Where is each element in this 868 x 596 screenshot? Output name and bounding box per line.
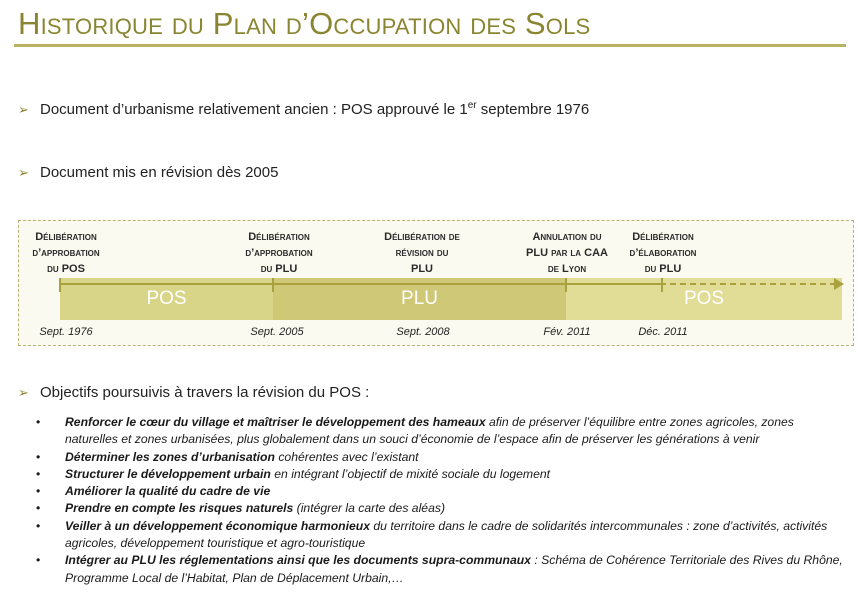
event-label-line: d’élaboration (629, 247, 697, 259)
event-label-line: de Lyon (547, 263, 587, 275)
timeline-segment-pos-2: POS (566, 278, 842, 320)
objective-detail: (intégrer la carte des aléas) (293, 501, 446, 516)
event-label-line: d’approbation (245, 247, 313, 259)
bullet-revision-text: Document mis en révision dès 2005 (40, 164, 279, 181)
bullet-pos-approval (18, 100, 589, 118)
bullet-pos-approval-text: Document d’urbanisme relativement ancien : POS approuvé le 1 (40, 101, 468, 118)
objective-detail: cohérentes avec l’existant (274, 449, 419, 464)
objective-item (36, 518, 846, 553)
dot-bullet-icon: • (36, 415, 41, 429)
bullet-objectives (18, 384, 369, 401)
objective-detail: : Schéma de Cohérence Territoriale des Rives du Rhône, Programme Local de l’Habitat, Plan de Déplacement Urbain,… (65, 553, 843, 585)
objective-item (36, 552, 846, 587)
arrow-bullet-icon: ➢ (18, 102, 29, 117)
title-underline (14, 44, 846, 47)
timeline-event-label (362, 229, 482, 277)
dot-bullet-icon: • (36, 553, 41, 568)
timeline-tick (661, 278, 663, 292)
timeline-date: Fév. 2011 (543, 326, 591, 338)
event-label-line: Annulation du (532, 231, 602, 243)
bullet-revision (18, 164, 278, 181)
event-label-line: Délibération (632, 231, 694, 243)
objective-item (36, 414, 846, 449)
timeline-event-label (219, 229, 339, 277)
objective-item (36, 500, 846, 517)
event-label-line: Délibération (35, 231, 97, 243)
event-label-line: Délibération (248, 231, 310, 243)
timeline-date: Déc. 2011 (638, 326, 688, 338)
page-title: Historique du Plan d’Occupation des Sols (18, 6, 591, 41)
objective-key: Structurer le développement urbain (65, 466, 271, 481)
objective-key: Renforcer le cœur du village et maîtriser le développement des hameaux (65, 415, 486, 429)
timeline-tick (59, 278, 61, 292)
event-label-line: d’approbation (32, 247, 100, 259)
objective-item (36, 466, 846, 483)
objective-item (36, 449, 846, 466)
dot-bullet-icon: • (36, 518, 41, 533)
arrow-bullet-icon: ➢ (18, 165, 29, 180)
timeline-date: Sept. 1976 (39, 326, 93, 338)
timeline-segment-plu: PLU (273, 278, 566, 320)
dot-bullet-icon: • (36, 466, 41, 481)
arrow-bullet-icon: ➢ (18, 385, 29, 400)
event-label-line: Délibération de (384, 231, 460, 243)
timeline-event-label (6, 229, 126, 277)
objective-detail: du territoire dans le cadre de solidarités intercommunales : zone d’activités, activités agricoles, développement touristique et agro-touristique (65, 518, 828, 551)
event-label-line: révision du (395, 247, 449, 259)
timeline-event-label (603, 229, 723, 277)
timeline-tick (565, 278, 567, 292)
event-label-line: PLU (411, 263, 433, 275)
bullet-pos-approval-date: septembre 1976 (476, 101, 590, 118)
objective-key: Veiller à un développement économique harmonieux (65, 518, 370, 533)
timeline-tick (272, 278, 274, 292)
dot-bullet-icon: • (36, 449, 41, 464)
timeline-arrow-icon (834, 278, 844, 290)
timeline-segment-pos-1: POS (60, 278, 273, 320)
objective-key: Améliorer la qualité du cadre de vie (65, 484, 271, 499)
objectives-list (36, 414, 846, 587)
objective-detail: afin de préserver l’équilibre entre zones agricoles, zones naturelles et zones urbanisées, plus globalement dans un souci d’économie de l’espace afin de préserver les générations à venir (65, 415, 794, 447)
objective-key: Déterminer les zones d’urbanisation (65, 449, 275, 464)
dot-bullet-icon: • (36, 484, 41, 499)
event-label-line: du POS (47, 263, 85, 275)
event-label-line: du PLU (644, 263, 682, 275)
objective-detail: en intégrant l’objectif de mixité sociale du logement (270, 466, 551, 481)
bullet-objectives-text: Objectifs poursuivis à travers la révision du POS : (40, 384, 370, 401)
objective-key: Prendre en compte les risques naturels (65, 501, 294, 516)
timeline-date: Sept. 2008 (396, 326, 450, 338)
objective-key: Intégrer au PLU les réglementations ainsi que les documents supra-communaux (65, 553, 531, 568)
event-label-line: PLU par la CAA (526, 247, 608, 259)
timeline-date: Sept. 2005 (250, 326, 304, 338)
ordinal-suffix: er (467, 100, 477, 111)
timeline-axis (60, 283, 660, 285)
objective-item (36, 483, 846, 500)
dot-bullet-icon: • (36, 501, 41, 516)
event-label-line: du PLU (260, 263, 298, 275)
